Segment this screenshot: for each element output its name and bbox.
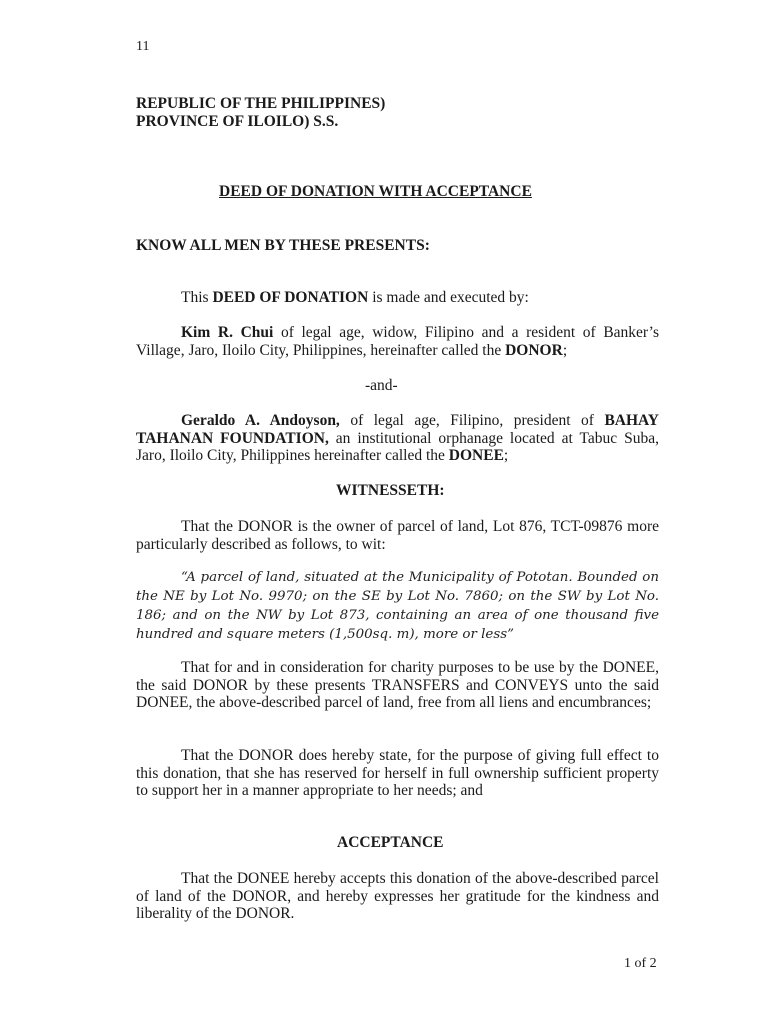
acceptance-heading: ACCEPTANCE <box>337 834 444 851</box>
foundation-name: BAHAY TAHANAN FOUNDATION, <box>136 412 659 447</box>
transfer-paragraph: That for and in consideration for charity purposes to be use by the DONEE, the said DONOR by these presents TRANSFERS and CONVEYS unto the said DONEE, the above-described parcel of land, free from all liens and encumbrances; <box>136 659 659 712</box>
witnesseth-heading: WITNESSETH: <box>336 482 445 499</box>
page-number-top: 11 <box>136 39 150 54</box>
donee-role: DONEE <box>448 447 504 465</box>
owner-paragraph: That the DONOR is the owner of parcel of land, Lot 876, TCT-09876 more particularly described as follows, to wit: <box>136 518 659 553</box>
document-title: DEED OF DONATION WITH ACCEPTANCE <box>219 183 532 200</box>
intro-paragraph: This DEED OF DONATION is made and executed by: <box>181 289 529 306</box>
donee-name: Geraldo A. Andoyson, <box>181 412 340 429</box>
donor-paragraph: Kim R. Chui of legal age, widow, Filipino and a resident of Banker’s Village, Jaro, Iloilo City, Philippines, hereinafter called the DONOR; <box>136 324 659 359</box>
header-province: PROVINCE OF ILOILO) S.S. <box>136 113 339 130</box>
property-description-quote: “A parcel of land, situated at the Municipality of Pototan. Bounded on the NE by Lot No. 9970; on the SE by Lot No. 7860; on the SW by Lot No. 186; and on the NW by Lot 873, containing an area of one thousand five hundred and square meters (1,500sq. m), more or less” <box>136 570 659 642</box>
donor-role: DONOR <box>505 341 563 359</box>
acceptance-paragraph: That the DONEE hereby accepts this donation of the above-described parcel of land of the DONOR, and hereby expresses her gratitude for the kindness and liberality of the DONOR. <box>136 870 659 923</box>
donor-name: Kim R. Chui <box>181 324 274 341</box>
donee-paragraph: Geraldo A. Andoyson, of legal age, Filipino, president of BAHAY TAHANAN FOUNDATION, an institutional orphanage located at Tabuc Suba, Jaro, Iloilo City, Philippines hereinafter called the DONEE; <box>136 412 659 465</box>
page-count-footer: 1 of 2 <box>624 956 657 971</box>
deed-term: DEED OF DONATION <box>212 289 369 306</box>
header-republic: REPUBLIC OF THE PHILIPPINES) <box>136 95 386 112</box>
reserve-paragraph: That the DONOR does hereby state, for the purpose of giving full effect to this donation, that she has reserved for herself in full ownership sufficient property to support her in a manner appropriate to her needs; and <box>136 747 659 800</box>
and-separator: -and- <box>365 377 398 394</box>
know-all-heading: KNOW ALL MEN BY THESE PRESENTS: <box>136 237 430 254</box>
